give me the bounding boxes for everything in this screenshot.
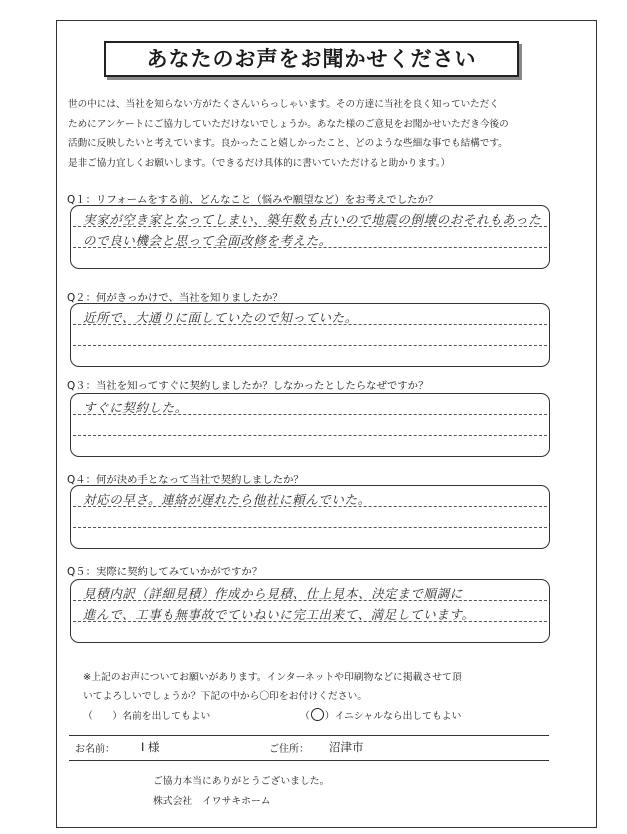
question-4-label: Q４：何が決め手となって当社で契約しましたか？ (67, 474, 304, 486)
publish-request-line-1: ※上記のお声についてお願いがあります。インターネットや印刷物などに掲載させて頂 (83, 672, 462, 683)
question-2-label: Q２：何がきっかけで、当社を知りましたか？ (67, 292, 283, 304)
question-3-answer-box (70, 393, 550, 457)
question-3-answer-line-1: すぐに契約した。 (83, 400, 188, 415)
survey-title: あなたのお声をお聞かせください (104, 41, 519, 77)
question-1-answer-line-1: 実家が空き家となってしまい、築年数も古いので地震の倒壊のおそれもあった (83, 212, 542, 227)
question-5-label: Q５：実際に契約してみていかがですか？ (67, 566, 263, 578)
question-2-answer-box (70, 303, 550, 367)
name-address-row (69, 735, 549, 761)
intro-line: 活動に反映したいと考えています。良かったこと嬉しかったこと、どのような些細な事でも結構です。 (68, 138, 508, 149)
option-initials-ok[interactable] (300, 708, 461, 722)
intro-line: 是非ご協力宜しくお願いします。（できるだけ具体的に書いていただけると助かります。） (68, 157, 451, 169)
option-bracket: ） (324, 711, 335, 722)
question-3-label: Q３：当社を知ってすぐに契約しましたか？しなかったとしたらなぜですか？ (67, 380, 429, 392)
name-value[interactable]: I 様 (141, 740, 160, 754)
selected-circle-mark[interactable] (311, 708, 324, 721)
question-1-label: Q１：リフォームをする前、どんなこと（悩みや願望など）をお考えでしたか？ (67, 194, 439, 206)
question-5-answer-line-2: 進んで、工事も無事故でていねいに完工出来て、満足しています。 (83, 607, 475, 622)
question-4-answer-line-1: 対応の早さ。連絡が遅れたら他社に頼んでいた。 (83, 492, 371, 507)
option-initials-ok-label: イニシャルなら出してもよい (334, 711, 462, 722)
intro-text (68, 95, 588, 173)
question-5-answer-box (70, 579, 550, 643)
intro-line: 世の中には、当社を知らない方がたくさんいらっしゃいます。その方達に当社を良く知っていただく (68, 99, 499, 110)
question-1-answer-line-2: ので良い機会と思って全面改修を考えた。 (83, 233, 332, 248)
question-2-answer-line-1: 近所で、大通りに面していたので知っていた。 (83, 310, 358, 325)
company-name: 株式会社 イワサキホーム (153, 796, 271, 807)
survey-sheet (56, 20, 597, 828)
question-4-answer-box (70, 485, 550, 549)
question-5-answer-line-1: 見積内訳（詳細見積）作成から見積、仕上見本、決定まで順調に (83, 586, 463, 601)
address-value[interactable]: 沼津市 (329, 740, 364, 754)
answer-rule (73, 345, 547, 346)
option-bracket: （ (300, 711, 310, 722)
option-name-ok[interactable] (83, 708, 210, 722)
answer-rule (73, 527, 547, 528)
answer-rule (73, 435, 547, 436)
thanks-message: ご協力本当にありがとうございました。 (153, 776, 330, 787)
option-name-ok-label: 名前を出してもよい (122, 711, 211, 722)
publish-request-line-2: いてよろしいでしょうか？下記の中から〇印をお付けください。 (83, 691, 368, 702)
question-1-answer-box (70, 205, 550, 269)
address-label: ご住所： (269, 744, 309, 755)
name-label: お名前： (75, 744, 115, 755)
option-name-ok-checkbox[interactable]: （ ） (83, 711, 123, 722)
intro-line: ためにアンケートにご協力していただけないでしょうか。あなた様のご意見をお聞かせいただき今後の (68, 118, 509, 130)
